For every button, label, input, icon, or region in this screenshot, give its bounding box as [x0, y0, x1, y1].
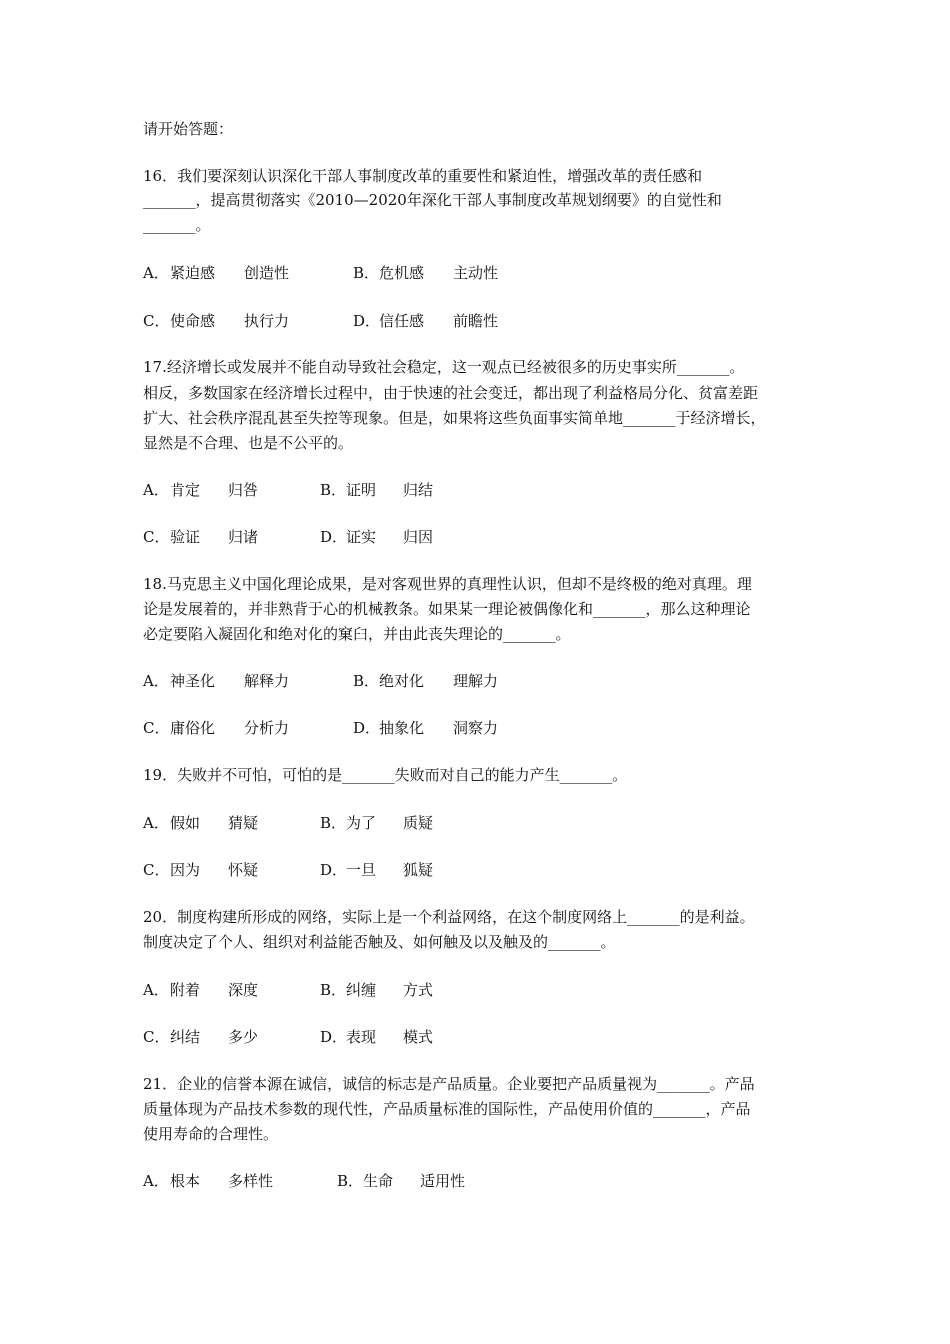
option-word-2: 归诸: [228, 528, 259, 546]
question-text-line: 显然是不合理、也是不公平的。: [143, 434, 354, 452]
option-word-1: 神圣化: [170, 672, 216, 690]
option-word-2: 狐疑: [403, 861, 434, 879]
option-word-1: 根本: [170, 1172, 201, 1190]
option-letter: D．: [320, 528, 348, 546]
option-word-2: 洞察力: [453, 719, 499, 737]
option-word-1: 抽象化: [379, 719, 425, 737]
option-word-1: 表现: [346, 1028, 377, 1046]
option-word-1: 肯定: [170, 481, 201, 499]
option-word-1: 验证: [170, 528, 201, 546]
option-word-2: 怀疑: [228, 861, 259, 879]
option-word-2: 质疑: [403, 814, 434, 832]
option-word-2: 多样性: [228, 1172, 274, 1190]
question-text-line: 论是发展着的，并非熟背于心的机械教条。如果某一理论被偶像化和_______，那么这种理论: [143, 600, 751, 618]
option-word-2: 猜疑: [228, 814, 259, 832]
question-text-line: 20．制度构建所形成的网络，实际上是一个利益网络，在这个制度网络上_______的是利益。: [143, 908, 755, 926]
option-word-1: 危机感: [379, 264, 425, 282]
option-letter: B．: [337, 1172, 364, 1190]
question-text-line: 21．企业的信誉本源在诚信，诚信的标志是产品质量。企业要把产品质量视为_______。产品: [143, 1075, 755, 1093]
option-letter: A．: [143, 264, 169, 282]
option-letter: A．: [143, 672, 169, 690]
option-word-2: 归结: [403, 481, 434, 499]
option-word-1: 假如: [170, 814, 201, 832]
question-text-line: 18.马克思主义中国化理论成果，是对客观世界的真理性认识，但却不是终极的绝对真理。理: [143, 575, 752, 593]
question-text-line: 必定要陷入凝固化和绝对化的窠臼，并由此丧失理论的_______。: [143, 625, 571, 643]
option-letter: C．: [143, 528, 170, 546]
option-word-2: 模式: [403, 1028, 434, 1046]
option-word-1: 信任感: [379, 312, 425, 330]
question-text-line: 质量体现为产品技术参数的现代性，产品质量标准的国际性，产品使用价值的_______，产品: [143, 1100, 751, 1118]
option-letter: B．: [320, 481, 347, 499]
option-word-1: 附着: [170, 981, 201, 999]
option-word-1: 使命感: [170, 312, 216, 330]
option-word-1: 绝对化: [379, 672, 425, 690]
option-word-2: 创造性: [244, 264, 290, 282]
option-letter: C．: [143, 312, 170, 330]
option-letter: A．: [143, 814, 169, 832]
option-letter: A．: [143, 481, 169, 499]
option-letter: D．: [353, 719, 381, 737]
option-word-2: 执行力: [244, 312, 290, 330]
option-word-1: 纠结: [170, 1028, 201, 1046]
question-text-line: 扩大、社会秩序混乱甚至失控等现象。但是，如果将这些负面事实简单地_______于经济增长，: [143, 409, 766, 427]
option-word-2: 适用性: [420, 1172, 466, 1190]
question-text-line: 16．我们要深刻认识深化干部人事制度改革的重要性和紧迫性，增强改革的责任感和: [143, 167, 703, 185]
option-word-1: 纠缠: [346, 981, 377, 999]
option-word-1: 为了: [346, 814, 377, 832]
option-word-2: 归咎: [228, 481, 259, 499]
option-word-2: 深度: [228, 981, 259, 999]
option-letter: C．: [143, 861, 170, 879]
option-word-2: 方式: [403, 981, 434, 999]
option-word-1: 一旦: [346, 861, 377, 879]
option-letter: A．: [143, 1172, 169, 1190]
question-text-line: 17.经济增长或发展并不能自动导致社会稳定，这一观点已经被很多的历史事实所_______。: [143, 358, 745, 376]
option-word-1: 生命: [363, 1172, 394, 1190]
question-text-line: 使用寿命的合理性。: [143, 1125, 279, 1143]
option-word-1: 庸俗化: [170, 719, 216, 737]
question-text-line: _______。: [143, 216, 211, 234]
option-word-2: 前瞻性: [453, 312, 499, 330]
option-letter: A．: [143, 981, 169, 999]
option-word-1: 证实: [346, 528, 377, 546]
option-word-2: 解释力: [244, 672, 290, 690]
option-word-2: 主动性: [453, 264, 499, 282]
option-word-2: 多少: [228, 1028, 259, 1046]
option-word-1: 因为: [170, 861, 201, 879]
option-word-2: 归因: [403, 528, 434, 546]
option-letter: C．: [143, 1028, 170, 1046]
option-letter: D．: [320, 861, 348, 879]
option-word-1: 紧迫感: [170, 264, 216, 282]
question-text-line: _______，提高贯彻落实《2010—2020年深化干部人事制度改革规划纲要》的自觉性和: [143, 191, 722, 209]
question-text-line: 制度决定了个人、组织对利益能否触及、如何触及以及触及的_______。: [143, 933, 616, 951]
option-word-2: 分析力: [244, 719, 290, 737]
option-letter: B．: [320, 814, 347, 832]
option-letter: B．: [353, 672, 380, 690]
option-letter: D．: [320, 1028, 348, 1046]
question-text-line: 相反，多数国家在经济增长过程中，由于快速的社会变迁，都出现了利益格局分化、贫富差距: [143, 384, 759, 402]
option-letter: C．: [143, 719, 170, 737]
option-word-2: 理解力: [453, 672, 499, 690]
option-letter: D．: [353, 312, 381, 330]
option-letter: B．: [320, 981, 347, 999]
option-word-1: 证明: [346, 481, 377, 499]
intro-text: 请开始答题：: [143, 120, 234, 138]
question-text-line: 19．失败并不可怕，可怕的是_______失败而对自己的能力产生_______。: [143, 766, 628, 784]
option-letter: B．: [353, 264, 380, 282]
